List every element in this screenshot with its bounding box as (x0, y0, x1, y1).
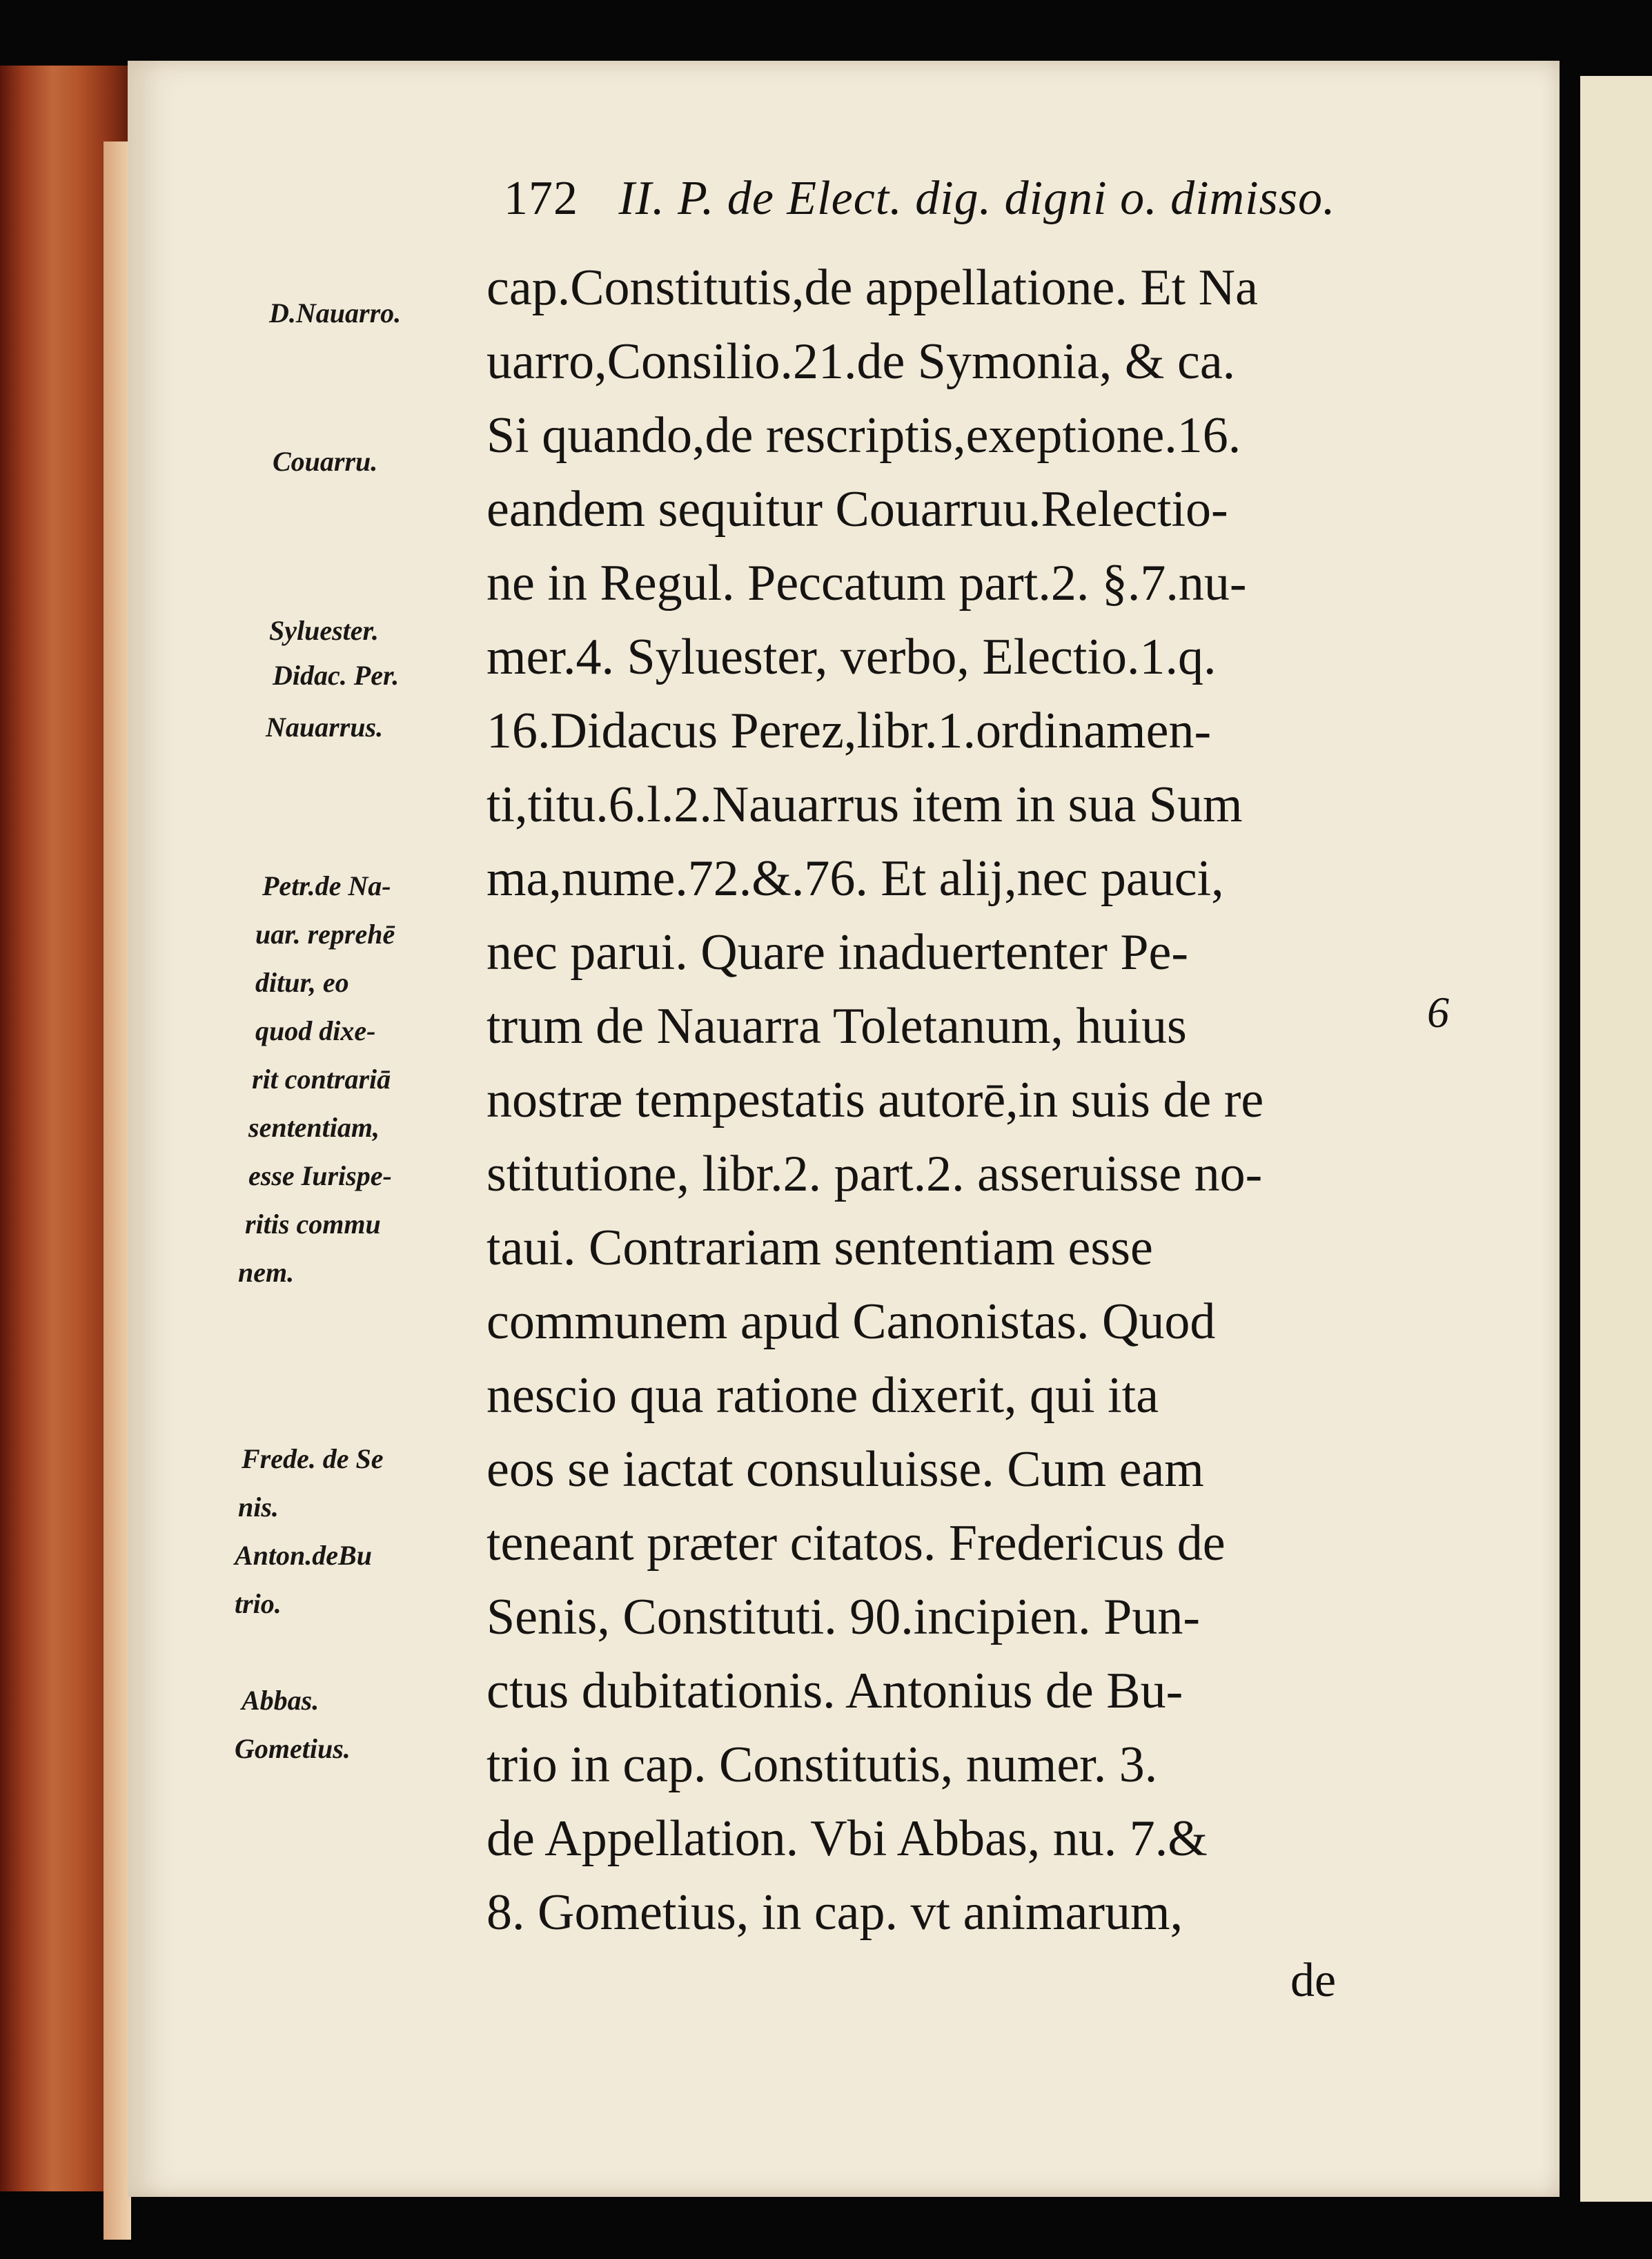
book-fore-edge (0, 66, 131, 2191)
margin-note: Gometius. (235, 1733, 351, 1764)
margin-note: ritis commu (245, 1209, 381, 1240)
facing-page-edge (1580, 76, 1652, 2202)
text-line: nescio qua ratione dixerit, qui ita (486, 1367, 1159, 1424)
text-line: Si quando,de rescriptis,exeptione.16. (486, 407, 1241, 464)
section-number: 6 (1427, 988, 1449, 1037)
text-line: ne in Regul. Peccatum part.2. §.7.nu- (486, 555, 1247, 612)
running-title: II. P. de Elect. dig. digni o. dimisso. (618, 172, 1336, 225)
page-number: 172 (504, 172, 578, 225)
text-line: 8. Gometius, in cap. vt animarum, (486, 1884, 1183, 1941)
margin-note: nem. (238, 1257, 295, 1288)
margin-note: trio. (235, 1588, 282, 1619)
text-line: ma,nume.72.&.76. Et alij,nec pauci, (486, 850, 1224, 907)
text-line: 16.Didacus Perez,libr.1.ordinamen- (486, 703, 1212, 759)
text-line: stitutione, libr.2. part.2. asseruisse no- (486, 1146, 1263, 1202)
running-header (504, 171, 1336, 226)
margin-note: esse Iurispe- (248, 1160, 392, 1191)
margin-note: Anton.deBu (235, 1540, 372, 1571)
margin-note: Syluester. (269, 615, 379, 646)
margin-note: Couarru. (273, 446, 378, 477)
page-stack-edge (104, 141, 131, 2240)
text-line: uarro,Consilio.21.de Symonia, & ca. (486, 333, 1236, 390)
text-line: ctus dubitationis. Antonius de Bu- (486, 1663, 1183, 1719)
text-line: taui. Contrariam sententiam esse (486, 1220, 1153, 1276)
text-line: cap.Constitutis,de appellatione. Et Na (486, 260, 1258, 316)
margin-note: Abbas. (242, 1685, 319, 1716)
text-line: eandem sequitur Couarruu.Relectio- (486, 481, 1228, 538)
text-line: communem apud Canonistas. Quod (486, 1293, 1216, 1350)
text-line: trum de Nauarra Toletanum, huius (486, 998, 1187, 1055)
text-line: Senis, Constituti. 90.incipien. Pun- (486, 1589, 1200, 1645)
text-line: eos se iactat consuluisse. Cum eam (486, 1441, 1204, 1498)
text-line: nostræ tempestatis autorē,in suis de re (486, 1072, 1264, 1128)
margin-note: Nauarrus. (266, 712, 384, 743)
margin-note: Frede. de Se (242, 1443, 384, 1474)
margin-note: Didac. Per. (273, 660, 400, 691)
margin-note: Petr.de Na- (262, 870, 391, 901)
margin-note: ditur, eo (255, 967, 349, 998)
text-line: nec parui. Quare inaduertenter Pe- (486, 924, 1188, 981)
margin-note: sententiam, (248, 1112, 380, 1143)
margin-note: quod dixe- (255, 1015, 376, 1046)
catchword: de (1290, 1954, 1337, 2007)
margin-note: rit contrariā (252, 1064, 391, 1095)
text-line: ti,titu.6.l.2.Nauarrus item in sua Sum (486, 776, 1243, 833)
text-line: teneant præter citatos. Fredericus de (486, 1515, 1226, 1572)
text-line: mer.4. Syluester, verbo, Electio.1.q. (486, 629, 1217, 685)
margin-note: nis. (238, 1492, 279, 1523)
text-line: trio in cap. Constitutis, numer. 3. (486, 1737, 1158, 1793)
margin-note: uar. reprehē (255, 919, 395, 950)
margin-note: D.Nauarro. (269, 297, 402, 329)
text-line: de Appellation. Vbi Abbas, nu. 7.& (486, 1810, 1208, 1867)
